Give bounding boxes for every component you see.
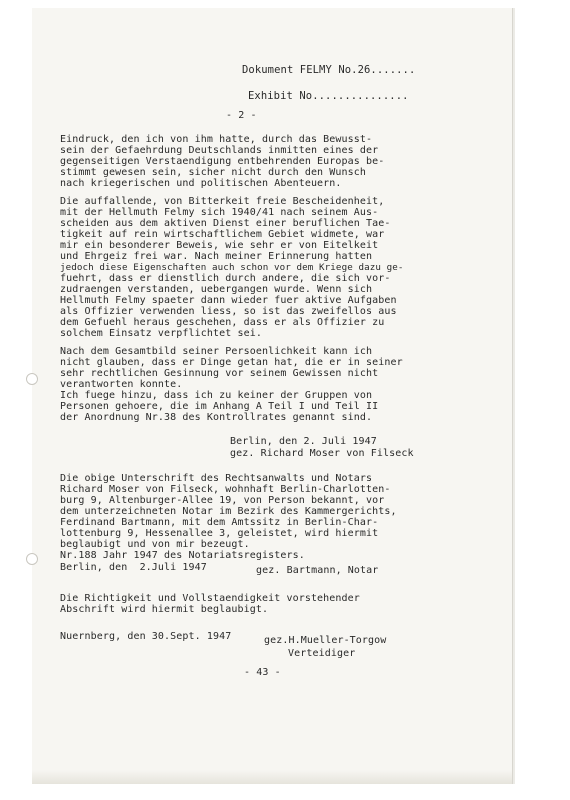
text-line: Hellmuth Felmy spaeter dann wieder fuer aktive Aufgaben — [60, 295, 397, 306]
notary-signature: gez. Bartmann, Notar — [256, 565, 379, 576]
text-line: tigkeit auf rein wirtschaftlichem Gebiet widmete, war — [60, 229, 385, 240]
text-line: zudraengen verstanden, uebergangen wurde. Wenn sich — [60, 284, 373, 295]
text-line: mit der Hellmuth Felmy sich 1940/41 nach seinem Aus- — [60, 207, 379, 218]
punch-hole — [26, 553, 38, 565]
closing-place-date: Nuernberg, den 30.Sept. 1947 — [60, 631, 232, 642]
closing-signature: gez.H.Mueller-Torgow — [264, 635, 387, 646]
notary-date: Berlin, den 2.Juli 1947 — [60, 562, 207, 573]
text-line: Eindruck, den ich von ihm hatte, durch das Bewusst- — [60, 134, 373, 145]
text-line: nicht glauben, dass er Dinge getan hat, die er in seiner — [60, 357, 403, 368]
text-line: Die Richtigkeit und Vollstaendigkeit vorstehender — [60, 593, 360, 604]
text-line: mir ein besonderer Beweis, wie sehr er von Eitelkeit — [60, 240, 379, 251]
text-line: Personen gehoere, die im Anhang A Teil I und Teil II — [60, 401, 379, 412]
footer-page-number: - 43 - — [244, 667, 281, 678]
text-line: gegenseitigen Verstaendigung entbehrenden Europas be- — [60, 156, 385, 167]
text-line: nach kriegerischen und politischen Abenteuern. — [60, 178, 342, 189]
text-line: scheiden aus dem aktiven Dienst einer beruflichen Tae- — [60, 218, 391, 229]
text-line: und Ehrgeiz frei war. Nach meiner Erinnerung hatten — [60, 251, 373, 262]
document-number: Dokument FELMY No.26....... — [242, 64, 416, 76]
text-line: der Anordnung Nr.38 des Kontrollrates genannt sind. — [60, 412, 373, 423]
text-line: dem unterzeichneten Notar im Bezirk des Kammergerichts, — [60, 506, 397, 517]
text-line: stimmt gewesen sein, sicher nicht durch den Wunsch — [60, 167, 367, 178]
text-line: Die auffallende, von Bitterkeit freie Bescheidenheit, — [60, 196, 385, 207]
text-line: Die obige Unterschrift des Rechtsanwalts und Notars — [60, 473, 373, 484]
text-line: Ich fuege hinzu, dass ich zu keiner der Gruppen von — [60, 390, 373, 401]
text-line: sehr rechtlichen Gesinnung vor seinem Gewissen nicht — [60, 368, 379, 379]
punch-hole — [26, 373, 38, 385]
text-line: Nr.188 Jahr 1947 des Notariatsregisters. — [60, 550, 305, 561]
text-line: fuehrt, dass er dienstlich durch andere, die sich vor- — [60, 273, 391, 284]
text-line: lottenburg 9, Hessenallee 3, geleistet, wird hiermit — [60, 528, 379, 539]
text-line: beglaubigt und von mir bezeugt. — [60, 539, 250, 550]
text-line: dem Gefuehl heraus geschehen, dass er als Offizier zu — [60, 317, 385, 328]
text-line: jedoch diese Eigenschaften auch schon vor dem Kriege dazu ge- — [60, 262, 404, 273]
text-line: Richard Moser von Filseck, wohnhaft Berlin-Charlotten- — [60, 484, 391, 495]
text-line: Abschrift wird hiermit beglaubigt. — [60, 604, 269, 615]
text-line: verantworten konnte. — [60, 379, 183, 390]
text-line: solchem Einsatz verpflichtet sei. — [60, 328, 262, 339]
page-marker: - 2 - — [226, 110, 257, 121]
signature-name: gez. Richard Moser von Filseck — [230, 448, 414, 459]
text-line: Nach dem Gesamtbild seiner Persoenlichkeit kann ich — [60, 346, 373, 357]
text-line: sein der Gefaehrdung Deutschlands inmitten eines der — [60, 145, 379, 156]
text-line: Ferdinand Bartmann, mit dem Amtssitz in Berlin-Char- — [60, 517, 379, 528]
exhibit-number: Exhibit No............... — [248, 90, 409, 102]
document-page — [32, 8, 513, 784]
text-line: als Offizier verwenden liess, so ist das zweifellos aus — [60, 306, 397, 317]
text-line: burg 9, Altenburger-Allee 19, von Person bekannt, vor — [60, 495, 385, 506]
closing-role: Verteidiger — [288, 648, 356, 659]
signature-place-date: Berlin, den 2. Juli 1947 — [230, 436, 377, 447]
